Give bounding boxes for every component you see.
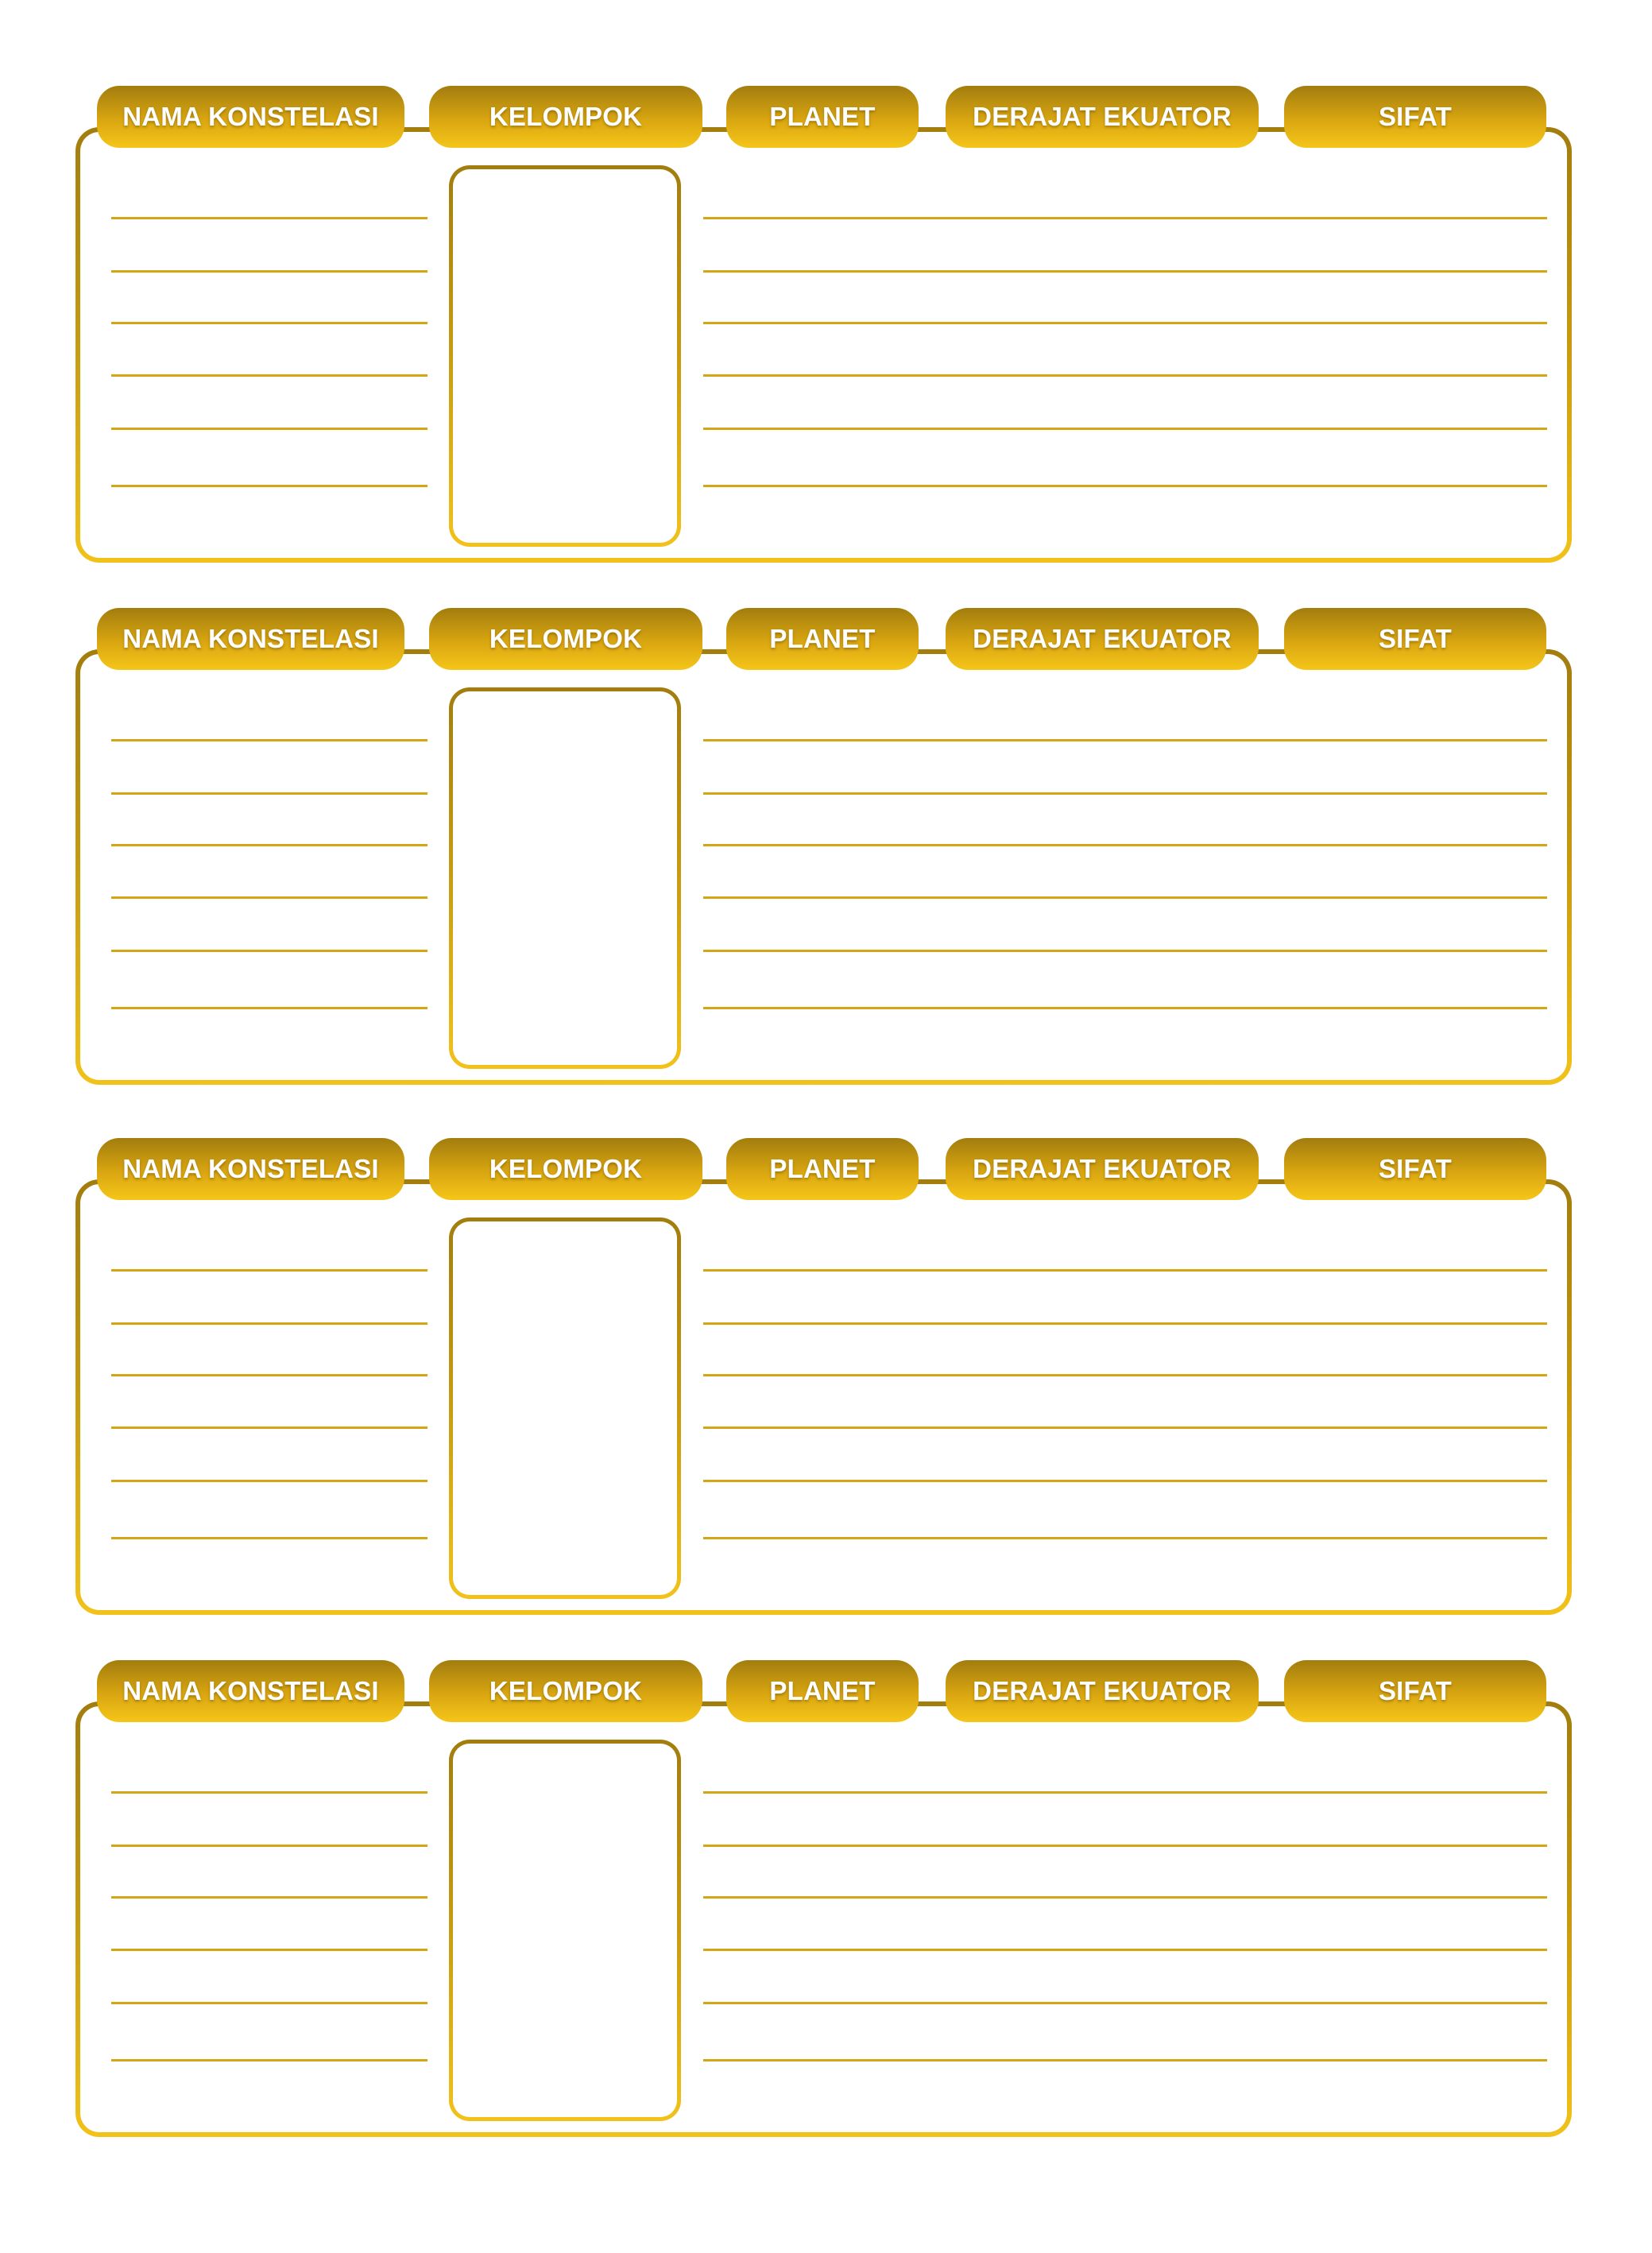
tab-nama-konstelasi: NAMA KONSTELASI [97,1138,404,1200]
writing-line-name-5[interactable] [111,1480,428,1482]
tab-planet: PLANET [726,1138,919,1200]
tab-planet: PLANET [726,608,919,670]
tab-sifat: SIFAT [1284,1138,1546,1200]
card-panel [75,127,1572,563]
tab-derajat-ekuator: DERAJAT EKUATOR [946,86,1259,148]
writing-line-name-6[interactable] [111,2059,428,2061]
writing-line-name-4[interactable] [111,896,428,899]
card-panel [75,1179,1572,1615]
tab-kelompok: KELOMPOK [429,608,702,670]
writing-line-name-6[interactable] [111,1007,428,1009]
tab-kelompok: KELOMPOK [429,86,702,148]
tab-derajat-ekuator: DERAJAT EKUATOR [946,608,1259,670]
writing-line-detail-1[interactable] [703,1791,1547,1794]
writing-line-detail-2[interactable] [703,1322,1547,1325]
writing-line-name-4[interactable] [111,1427,428,1429]
writing-line-name-3[interactable] [111,1896,428,1899]
tab-derajat-ekuator: DERAJAT EKUATOR [946,1138,1259,1200]
kelompok-image-box[interactable] [449,1740,681,2121]
writing-line-name-2[interactable] [111,1845,428,1847]
writing-line-detail-5[interactable] [703,950,1547,952]
writing-line-name-6[interactable] [111,1537,428,1539]
writing-line-name-5[interactable] [111,428,428,430]
tab-planet: PLANET [726,86,919,148]
writing-line-name-3[interactable] [111,844,428,846]
tab-nama-konstelasi: NAMA KONSTELASI [97,1660,404,1722]
writing-line-detail-5[interactable] [703,2002,1547,2004]
writing-line-name-4[interactable] [111,374,428,377]
constellation-card-2 [0,608,1652,1085]
writing-line-name-3[interactable] [111,322,428,324]
writing-line-name-2[interactable] [111,792,428,795]
constellation-card-4 [0,1660,1652,2137]
writing-line-name-3[interactable] [111,1374,428,1376]
writing-line-detail-3[interactable] [703,1896,1547,1899]
tab-kelompok: KELOMPOK [429,1660,702,1722]
writing-line-detail-4[interactable] [703,1427,1547,1429]
card-panel [75,1701,1572,2137]
tab-sifat: SIFAT [1284,1660,1546,1722]
tab-derajat-ekuator: DERAJAT EKUATOR [946,1660,1259,1722]
tab-planet: PLANET [726,1660,919,1722]
writing-line-name-1[interactable] [111,739,428,741]
writing-line-detail-2[interactable] [703,1845,1547,1847]
writing-line-name-2[interactable] [111,1322,428,1325]
writing-line-detail-3[interactable] [703,322,1547,324]
writing-line-detail-6[interactable] [703,2059,1547,2061]
tab-kelompok: KELOMPOK [429,1138,702,1200]
writing-line-detail-1[interactable] [703,739,1547,741]
writing-line-detail-6[interactable] [703,1537,1547,1539]
writing-line-name-1[interactable] [111,1269,428,1272]
writing-line-name-6[interactable] [111,485,428,487]
writing-line-name-2[interactable] [111,270,428,273]
kelompok-image-box[interactable] [449,1217,681,1599]
writing-line-name-5[interactable] [111,950,428,952]
writing-line-detail-4[interactable] [703,896,1547,899]
kelompok-image-box[interactable] [449,165,681,547]
writing-line-name-1[interactable] [111,217,428,219]
writing-line-detail-6[interactable] [703,1007,1547,1009]
writing-line-detail-6[interactable] [703,485,1547,487]
writing-line-detail-3[interactable] [703,844,1547,846]
writing-line-detail-1[interactable] [703,1269,1547,1272]
writing-line-detail-5[interactable] [703,428,1547,430]
writing-line-detail-3[interactable] [703,1374,1547,1376]
tab-nama-konstelasi: NAMA KONSTELASI [97,608,404,670]
card-panel [75,649,1572,1085]
writing-line-name-4[interactable] [111,1949,428,1951]
writing-line-detail-4[interactable] [703,374,1547,377]
writing-line-detail-2[interactable] [703,270,1547,273]
constellation-card-3 [0,1138,1652,1615]
writing-line-detail-4[interactable] [703,1949,1547,1951]
constellation-card-1 [0,86,1652,563]
kelompok-image-box[interactable] [449,687,681,1069]
writing-line-detail-5[interactable] [703,1480,1547,1482]
writing-line-name-5[interactable] [111,2002,428,2004]
writing-line-detail-2[interactable] [703,792,1547,795]
writing-line-detail-1[interactable] [703,217,1547,219]
tab-sifat: SIFAT [1284,608,1546,670]
tab-sifat: SIFAT [1284,86,1546,148]
tab-nama-konstelasi: NAMA KONSTELASI [97,86,404,148]
writing-line-name-1[interactable] [111,1791,428,1794]
